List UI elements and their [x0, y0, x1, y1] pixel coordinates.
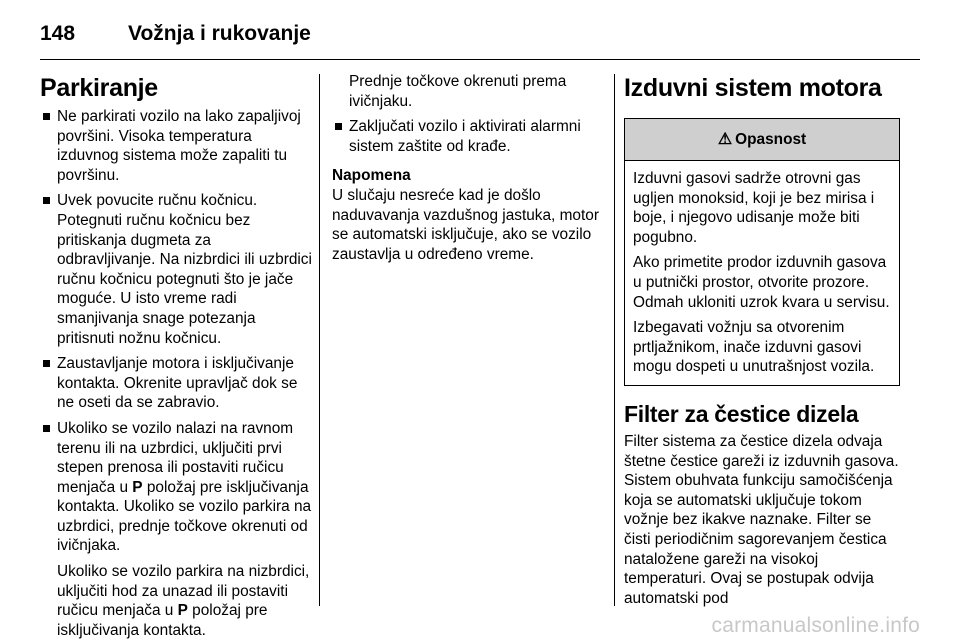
text-run: Ukoliko se vozilo nalazi na ravnom terenu ili na uzbrdici, uključiti prvi stepen prenosa ili postaviti ručicu menjača u — [57, 419, 294, 496]
column-divider-2 — [614, 74, 615, 606]
note-title: Napomena — [332, 167, 411, 185]
page-number: 148 — [40, 22, 76, 45]
section-title-izduvni: Izduvni sistem motora — [624, 74, 882, 102]
danger-paragraph: Izbegavati vožnju sa otvorenim prtljažnikom, inače izduvni gasovi mogu dospeti u unutrašnjost vozila. — [633, 319, 875, 376]
column-right — [624, 72, 900, 608]
gear-position-p: P — [177, 602, 188, 620]
warning-triangle-icon: ⚠ — [717, 130, 733, 148]
text-run: položaj pre isključivanja kontakta. Ukoliko se vozilo parkira na uzbrdici, prednje točkove okrenuti od ivičnjaka. — [57, 478, 312, 555]
watermark: carmanualsonline.info — [711, 614, 920, 637]
parkiranje-list-cont — [332, 117, 606, 156]
header-divider — [40, 59, 920, 60]
danger-body — [625, 161, 899, 385]
danger-header — [625, 119, 899, 161]
filter-text: Filter sistema za čestice dizela odvaja štetne čestice gareži iz izduvnih gasova. Sistem obuhvata funkciju samočišćenja koja se automatski uključuje tokom vožnje bez ikakve naznake. Filter se čisti periodičnim sagorevanjem čestica nataložene gareži na visokoj temperaturi. Ovaj se postupak odvija automatski pod — [624, 432, 899, 607]
list-item-continuation — [40, 562, 312, 640]
section-title-parkiranje: Parkiranje — [40, 74, 158, 102]
column-middle — [332, 72, 606, 264]
list-item: Ne parkirati vozilo na lako zapaljivoj površini. Visoka temperatura izduvnog sistema može zapaliti tu površinu. — [40, 107, 312, 185]
list-item — [40, 419, 312, 556]
danger-paragraph: Izduvni gasovi sadrže otrovni gas ugljen monoksid, koji je bez mirisa i boje, i njegovo udisanje može biti pogubno. — [633, 170, 875, 246]
gear-position-p: P — [132, 478, 143, 496]
page-header — [40, 18, 311, 50]
danger-paragraph: Ako primetite prodor izduvnih gasova u putnički prostor, otvorite prozore. Odmah ukloniti uzrok kvara u servisu. — [633, 254, 890, 311]
list-item: Zaključati vozilo i aktivirati alarmni sistem zaštite od krađe. — [332, 117, 606, 156]
list-item-continuation: Prednje točkove okrenuti prema ivičnjaku. — [349, 73, 567, 110]
section-title-filter: Filter za čestice dizela — [624, 400, 859, 427]
column-left — [40, 72, 312, 640]
danger-box — [624, 118, 900, 386]
text-run: Ukoliko se vozilo parkira na nizbrdici, uključiti hod za unazad ili postaviti ručicu menjača u — [57, 563, 310, 620]
note-text: U slučaju nesreće kad je došlo naduvavanja vazdušnog jastuka, motor se automatski isključuje, ako se vozilo zaustavlja u određeno vreme. — [332, 186, 599, 263]
list-item: Uvek povucite ručnu kočnicu. Potegnuti ručnu kočnicu bez pritiskanja dugmeta za odbravljivanje. Na nizbrdici ili uzbrdici ručnu kočnicu potegnuti što je jače moguće. U isto vreme radi smanjivanja snage potezanja pritisnuti nožnu kočnicu. — [40, 191, 312, 348]
chapter-title: Vožnja i rukovanje — [128, 22, 311, 45]
danger-label: Opasnost — [735, 130, 807, 148]
parkiranje-list — [40, 107, 312, 556]
column-divider-1 — [319, 74, 320, 606]
list-item: Zaustavljanje motora i isključivanje kontakta. Okrenite upravljač dok se ne oseti da se zabravio. — [40, 354, 312, 413]
text-run: položaj pre isključivanja kontakta. — [57, 602, 268, 639]
